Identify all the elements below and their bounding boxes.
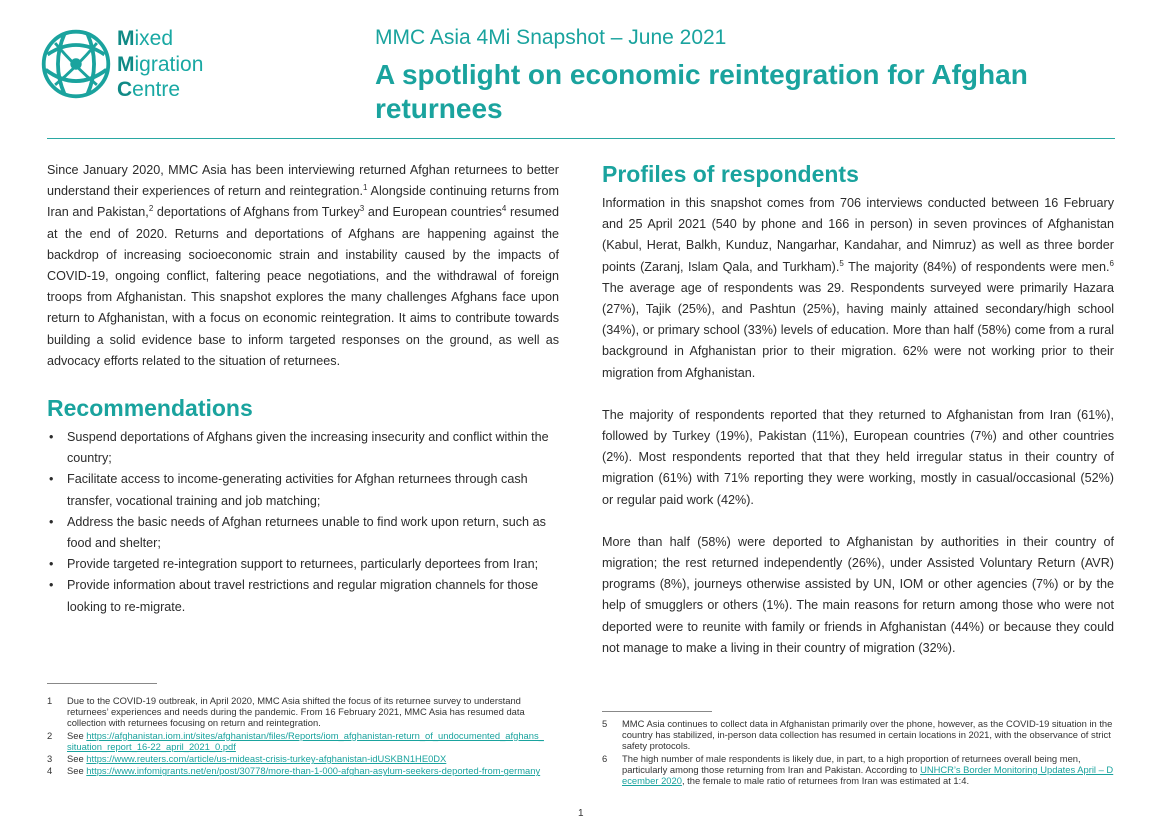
list-item: • Provide information about travel restrictions and regular migration channels for those looking to re-migrate. [47, 575, 559, 617]
footnote-2: 2 See https://afghanistan.iom.int/sites/afghanistan/files/Reports/iom_afghanistan-return_of_undocumented_afghans_situation_report_16-22_april_2021_0.pdf [47, 729, 544, 752]
list-item: • Facilitate access to income-generating activities for Afghan returnees through cash transfer, vocational training and job matching; [47, 469, 559, 511]
bullet-icon: • [49, 557, 54, 572]
bullet-icon: • [49, 430, 54, 445]
right-column [602, 160, 1114, 659]
bullet-icon: • [49, 578, 54, 593]
footnote-ref-4[interactable]: 4 [501, 204, 507, 214]
footnote-3: 3 See https://www.reuters.com/article/us-mideast-crisis-turkey-afghanistan-idUSKBN1HE0DX [47, 753, 447, 765]
footnote-divider-right [602, 711, 712, 712]
mmc-logo [38, 24, 248, 110]
footnote-link[interactable]: https://afghanistan.iom.int/sites/afghanistan/files/Reports/iom_afghanistan-return_of_undocumented_afghans_situation_report_16-22_april_2021_0.pdf [67, 729, 544, 752]
footnotes-left [47, 695, 547, 777]
bullet-icon: • [49, 514, 54, 529]
page-title: A spotlight on economic reintegration for Afghan returnees [375, 59, 1028, 124]
footnote-ref-2[interactable]: 2 [148, 204, 154, 214]
bullet-icon: • [49, 472, 54, 487]
unhcr-border-monitoring-link[interactable]: UNHCR’s Border Monitoring Updates April – December 2020 [622, 763, 1114, 787]
left-column [47, 160, 559, 618]
list-item: • Provide targeted re-integration support to returnees, particularly deportees from Iran; [47, 554, 559, 575]
profiles-paragraph-1: Information in this snapshot comes from 706 interviews conducted between 16 February and 25 April 2021 (540 by phone and 166 in person) in seven provinces of Afghanistan (Kabul, Herat, Balkh, Kunduz, Nangarhar, Kandahar, and Nimruz) as well as three border points (Zaranj, Islam Qala, and Turkham).$^5$ The majority (84%) of respondents were men.$^6$ The average age of respondents was 29. Respondents surveyed were primarily Hazara (27%), Tajik (25%), and Pashtun (25%), having mainly attained secondary/high school (34%), or primary school (33%) levels of education. More than half (58%) come from a rural background in Afghanistan prior to their migration. 62% were not working prior to their migration from Afghanistan. [602, 196, 1114, 380]
list-item: • Suspend deportations of Afghans given the increasing insecurity and conflict within the country; [47, 427, 559, 469]
footnote-ref-5[interactable]: 5 [839, 258, 844, 268]
list-item: • Address the basic needs of Afghan returnees unable to find work upon return, such as food and shelter; [47, 512, 559, 554]
header-divider [47, 138, 1115, 139]
footnotes-right [602, 718, 1114, 787]
footnote-5: 5 MMC Asia continues to collect data in Afghanistan primarily over the phone, however, as the COVID-19 situation in the country has stabilized, in-person data collection has resumed in certain locations in 2021, with the observance of strict safety protocols. [602, 718, 1113, 752]
profiles-paragraph-3: More than half (58%) were deported to Afghanistan by authorities in their country of migration; the rest returned independently (26%), under Assisted Voluntary Return (AVR) programs (8%), journeys otherwise assisted by UN, IOM or other agencies (7%) or by the help of smugglers or others (1%). The main reasons for return among those who were not deported were to reunite with family or friends in Afghanistan (44%) or because they could not manage to make a living in their country of migration (32%). [602, 534, 1114, 655]
footnote-ref-1[interactable]: 1 [363, 183, 368, 193]
footnote-ref-3[interactable]: 3 [359, 204, 365, 214]
footnote-6: 6 The high number of male respondents is likely due, in part, to a high proportion of returnees overall being men, particularly among those returning from Iran and Pakistan. According to UNHCR’s Border Monitoring Updates April – December 2020, the female to male ratio of returnees from Iran was estimated at 1:4. [602, 752, 1114, 787]
profiles-paragraph-2: The majority of respondents reported that they returned to Afghanistan from Iran (61%), followed by Turkey (19%), Pakistan (11%), European countries (7%) and other countries (2%). Most respondents reported that that they held irregular status in their country of migration (61%) with 71% reporting they were working, mostly in casual/occasional (52%) or regular paid work (42%). [602, 407, 1114, 507]
footnote-ref-6[interactable]: 6 [1109, 258, 1114, 268]
footnote-divider-left [47, 683, 157, 684]
recommendations-heading: Recommendations [47, 395, 253, 422]
footnote-1: 1 Due to the COVID-19 outbreak, in April 2020, MMC Asia shifted the focus of its returnee survey to understand returnees’ experiences and needs during the pandemic. From 16 February 2021, MMC Asia has resumed data collection with returnees focusing on return and reintegration. [47, 695, 525, 729]
logo-wordmark: Mixed Migration Centre [117, 27, 204, 101]
footnote-4: 4 See https://www.infomigrants.net/en/post/30778/more-than-1-000-afghan-asylum-seekers-deported-from-germany [47, 765, 541, 777]
page-number: 1 [578, 808, 584, 819]
footnote-link[interactable]: https://www.reuters.com/article/us-mideast-crisis-turkey-afghanistan-idUSKBN1HE0DX [86, 753, 447, 765]
intro-paragraph: Since January 2020, MMC Asia has been interviewing returned Afghan returnees to better understand their experiences of return and reintegration.$^1$ Alongside continuing returns from Iran and Pakistan,$^2$ deportations of Afghans from Turkey$^3$ and European countries$^4$ resumed at the end of 2020. Returns and deportations of Afghans are happening against the backdrop of increasing socioeconomic strain and instability caused by the impacts of COVID-19, ongoing conflict, faltering peace negotiations, and the withdrawal of foreign troops from Afghanistan. This snapshot explores the many challenges Afghans face upon return to Afghanistan, with a focus on economic reintegration. It aims to contribute towards building a solid evidence base to inform targeted responses on the ground, as well as advocacy efforts related to the situation of returnees. [47, 163, 560, 368]
report-series: MMC Asia 4Mi Snapshot – June 2021 [375, 26, 727, 49]
page-header [375, 26, 1115, 126]
recommendations-list [47, 427, 559, 618]
profiles-heading: Profiles of respondents [602, 161, 859, 187]
footnote-link[interactable]: https://www.infomigrants.net/en/post/30778/more-than-1-000-afghan-asylum-seekers-deported-from-germany [86, 765, 541, 777]
mmc-globe-icon [38, 26, 114, 102]
